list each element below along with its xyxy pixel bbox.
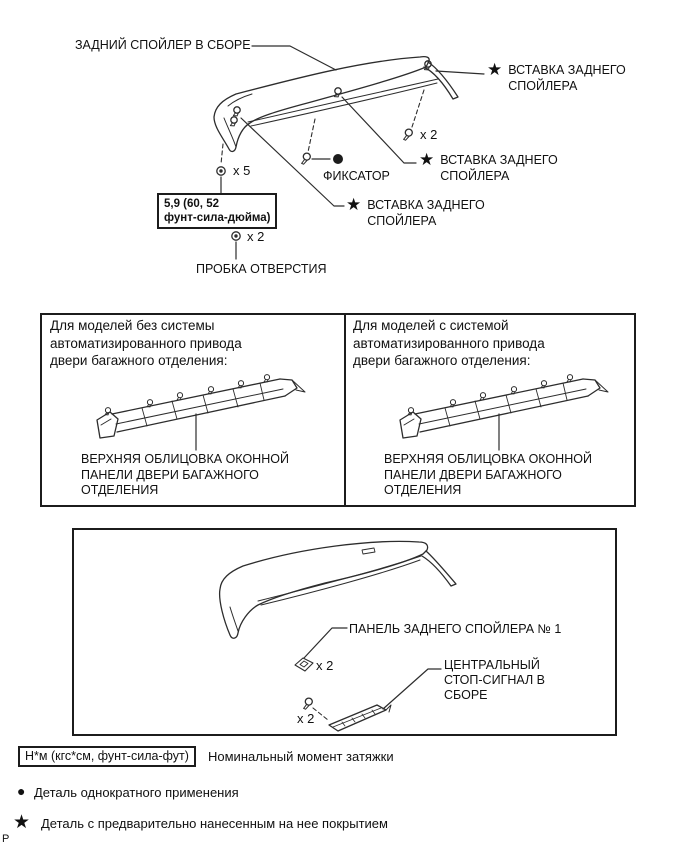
screw-icon xyxy=(302,153,311,164)
insert-label-3: ★ ВСТАВКА ЗАДНЕГО СПОЙЛЕРА xyxy=(346,195,485,228)
qty-panel-clips: x 2 xyxy=(316,658,334,673)
qty-plugs: x 2 xyxy=(247,229,265,244)
qty-screws: x 5 xyxy=(233,163,251,178)
coated-star-icon: ★ xyxy=(13,812,31,833)
trim-part-label-right: ВЕРХНЯЯ ОБЛИЦОВКА ОКОННОЙ ПАНЕЛИ ДВЕРИ БАГАЖНОГО ОТДЕЛЕНИЯ xyxy=(384,452,592,497)
single-use-bullet-icon xyxy=(333,154,343,164)
assembly-title-label: ЗАДНИЙ СПОЙЛЕР В СБОРЕ xyxy=(75,38,251,52)
dashed-lines xyxy=(221,90,424,164)
retainer-label: ФИКСАТОР xyxy=(323,169,390,183)
page-mark: P xyxy=(2,833,10,845)
qty-stop-lamp-screws: x 2 xyxy=(297,711,315,726)
qty-inserts: x 2 xyxy=(420,127,438,142)
legend-single-use-desc: Деталь однократного применения xyxy=(34,785,239,800)
variant-title-right: Для моделей с системой автоматизированного привода двери багажного отделения: xyxy=(353,318,545,368)
panel-label: ПАНЕЛЬ ЗАДНЕГО СПОЙЛЕРА № 1 xyxy=(349,622,562,636)
insert-label-1: ★ ВСТАВКА ЗАДНЕГО СПОЙЛЕРА xyxy=(487,60,626,93)
legend-torque-desc: Номинальный момент затяжки xyxy=(208,749,394,764)
legend-coated-desc: Деталь с предварительно нанесенным на нее покрытием xyxy=(41,816,388,831)
legend-torque-box: Н*м (кгс*см, фунт-сила-фут) xyxy=(18,746,196,767)
variant-title-left: Для моделей без системы автоматизированного привода двери багажного отделения: xyxy=(50,318,242,368)
clip-icon xyxy=(334,88,341,97)
star-icon: ★ xyxy=(346,195,362,214)
torque-spec-box: 5,9 (60, 52 фунт-сила-дюйма) xyxy=(157,193,277,229)
insert-label-2: ★ ВСТАВКА ЗАДНЕГО СПОЙЛЕРА xyxy=(419,150,558,183)
clip-icon xyxy=(233,107,240,116)
single-use-bullet-icon: ● xyxy=(17,783,26,799)
hole-plug-icon xyxy=(232,232,240,240)
star-icon: ★ xyxy=(419,150,435,169)
star-icon: ★ xyxy=(487,60,503,79)
screw-icon xyxy=(404,129,413,140)
screw-icon xyxy=(217,167,225,175)
stop-lamp-label: ЦЕНТРАЛЬНЫЙ СТОП-СИГНАЛ В СБОРЕ xyxy=(444,658,545,702)
trim-part-label-left: ВЕРХНЯЯ ОБЛИЦОВКА ОКОННОЙ ПАНЕЛИ ДВЕРИ БАГАЖНОГО ОТДЕЛЕНИЯ xyxy=(81,452,289,497)
clip-icon xyxy=(230,117,237,126)
variant-divider xyxy=(344,315,346,505)
hole-plug-label: ПРОБКА ОТВЕРСТИЯ xyxy=(196,262,327,276)
